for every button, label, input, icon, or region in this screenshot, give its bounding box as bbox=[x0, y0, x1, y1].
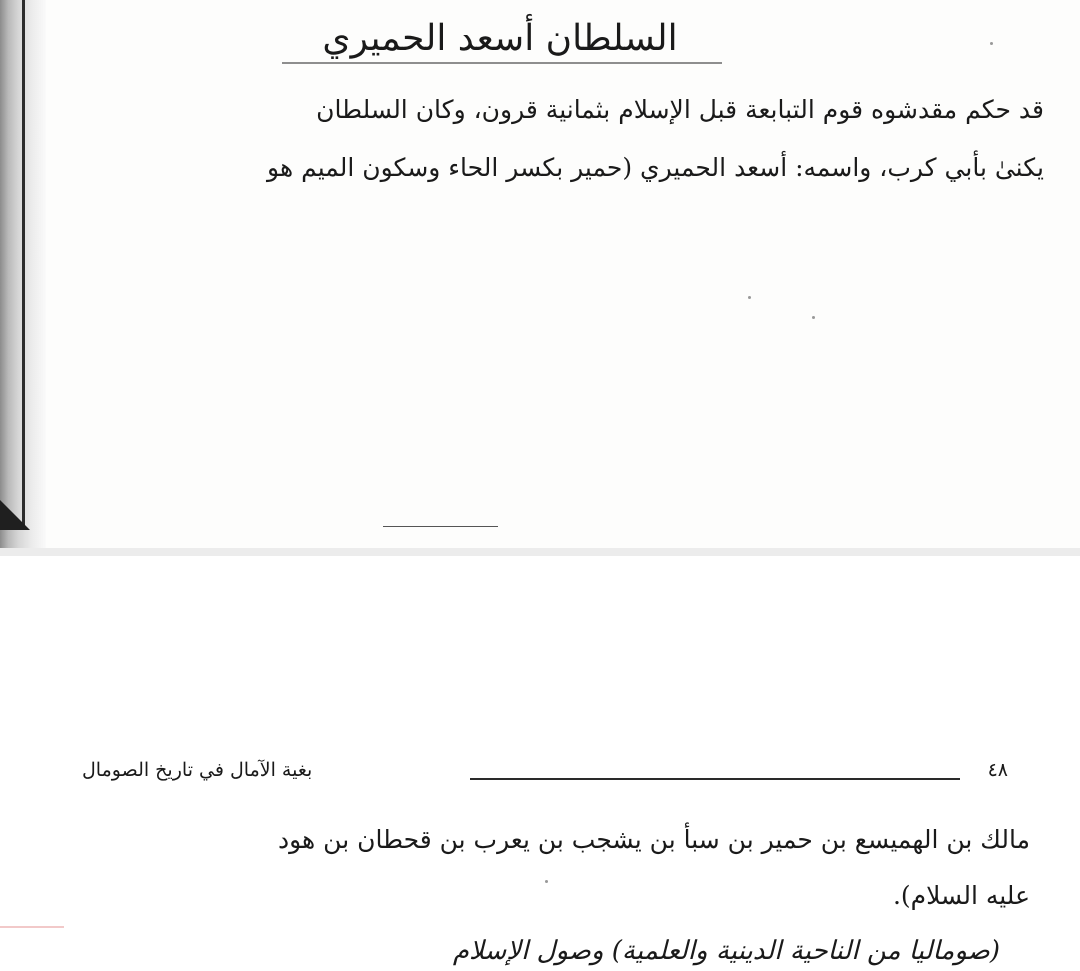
scan-speck bbox=[990, 42, 993, 45]
body-text-line-1: قد حكم مقدشوه قوم التبابعة قبل الإسلام بثمانية قرون، وكان السلطان bbox=[316, 95, 1044, 124]
body-text-line-1: مالك بن الهميسع بن حمير بن سبأ بن يشجب بن يعرب بن قحطان بن هود bbox=[277, 825, 1030, 854]
running-head bbox=[82, 759, 1008, 789]
binding-corner bbox=[0, 500, 30, 530]
page-separator bbox=[0, 548, 1080, 556]
section-heading-partial: (صوماليا من الناحية الدينية والعلمية) وصول الإسلام bbox=[452, 936, 1000, 966]
binding-edge-line bbox=[22, 0, 25, 530]
title-underline bbox=[282, 62, 722, 64]
scan-speck bbox=[748, 296, 751, 299]
body-text-line-2: عليه السلام). bbox=[892, 881, 1030, 910]
running-head-rule bbox=[470, 778, 960, 780]
chapter-title: السلطان أسعد الحميري bbox=[322, 18, 678, 59]
page-number: ٤٨ bbox=[987, 759, 1008, 781]
body-text-line-2: يكنىٰ بأبي كرب، واسمه: أسعد الحميري (حمير بكسر الحاء وسكون الميم هو bbox=[267, 153, 1044, 182]
page-bottom-rule bbox=[383, 526, 498, 527]
scan-speck bbox=[812, 316, 815, 319]
running-head-book-title: بغية الآمال في تاريخ الصومال bbox=[82, 759, 313, 781]
scan-speck bbox=[545, 880, 548, 883]
bottom-page-scan bbox=[0, 556, 1080, 971]
margin-mark bbox=[0, 926, 64, 928]
